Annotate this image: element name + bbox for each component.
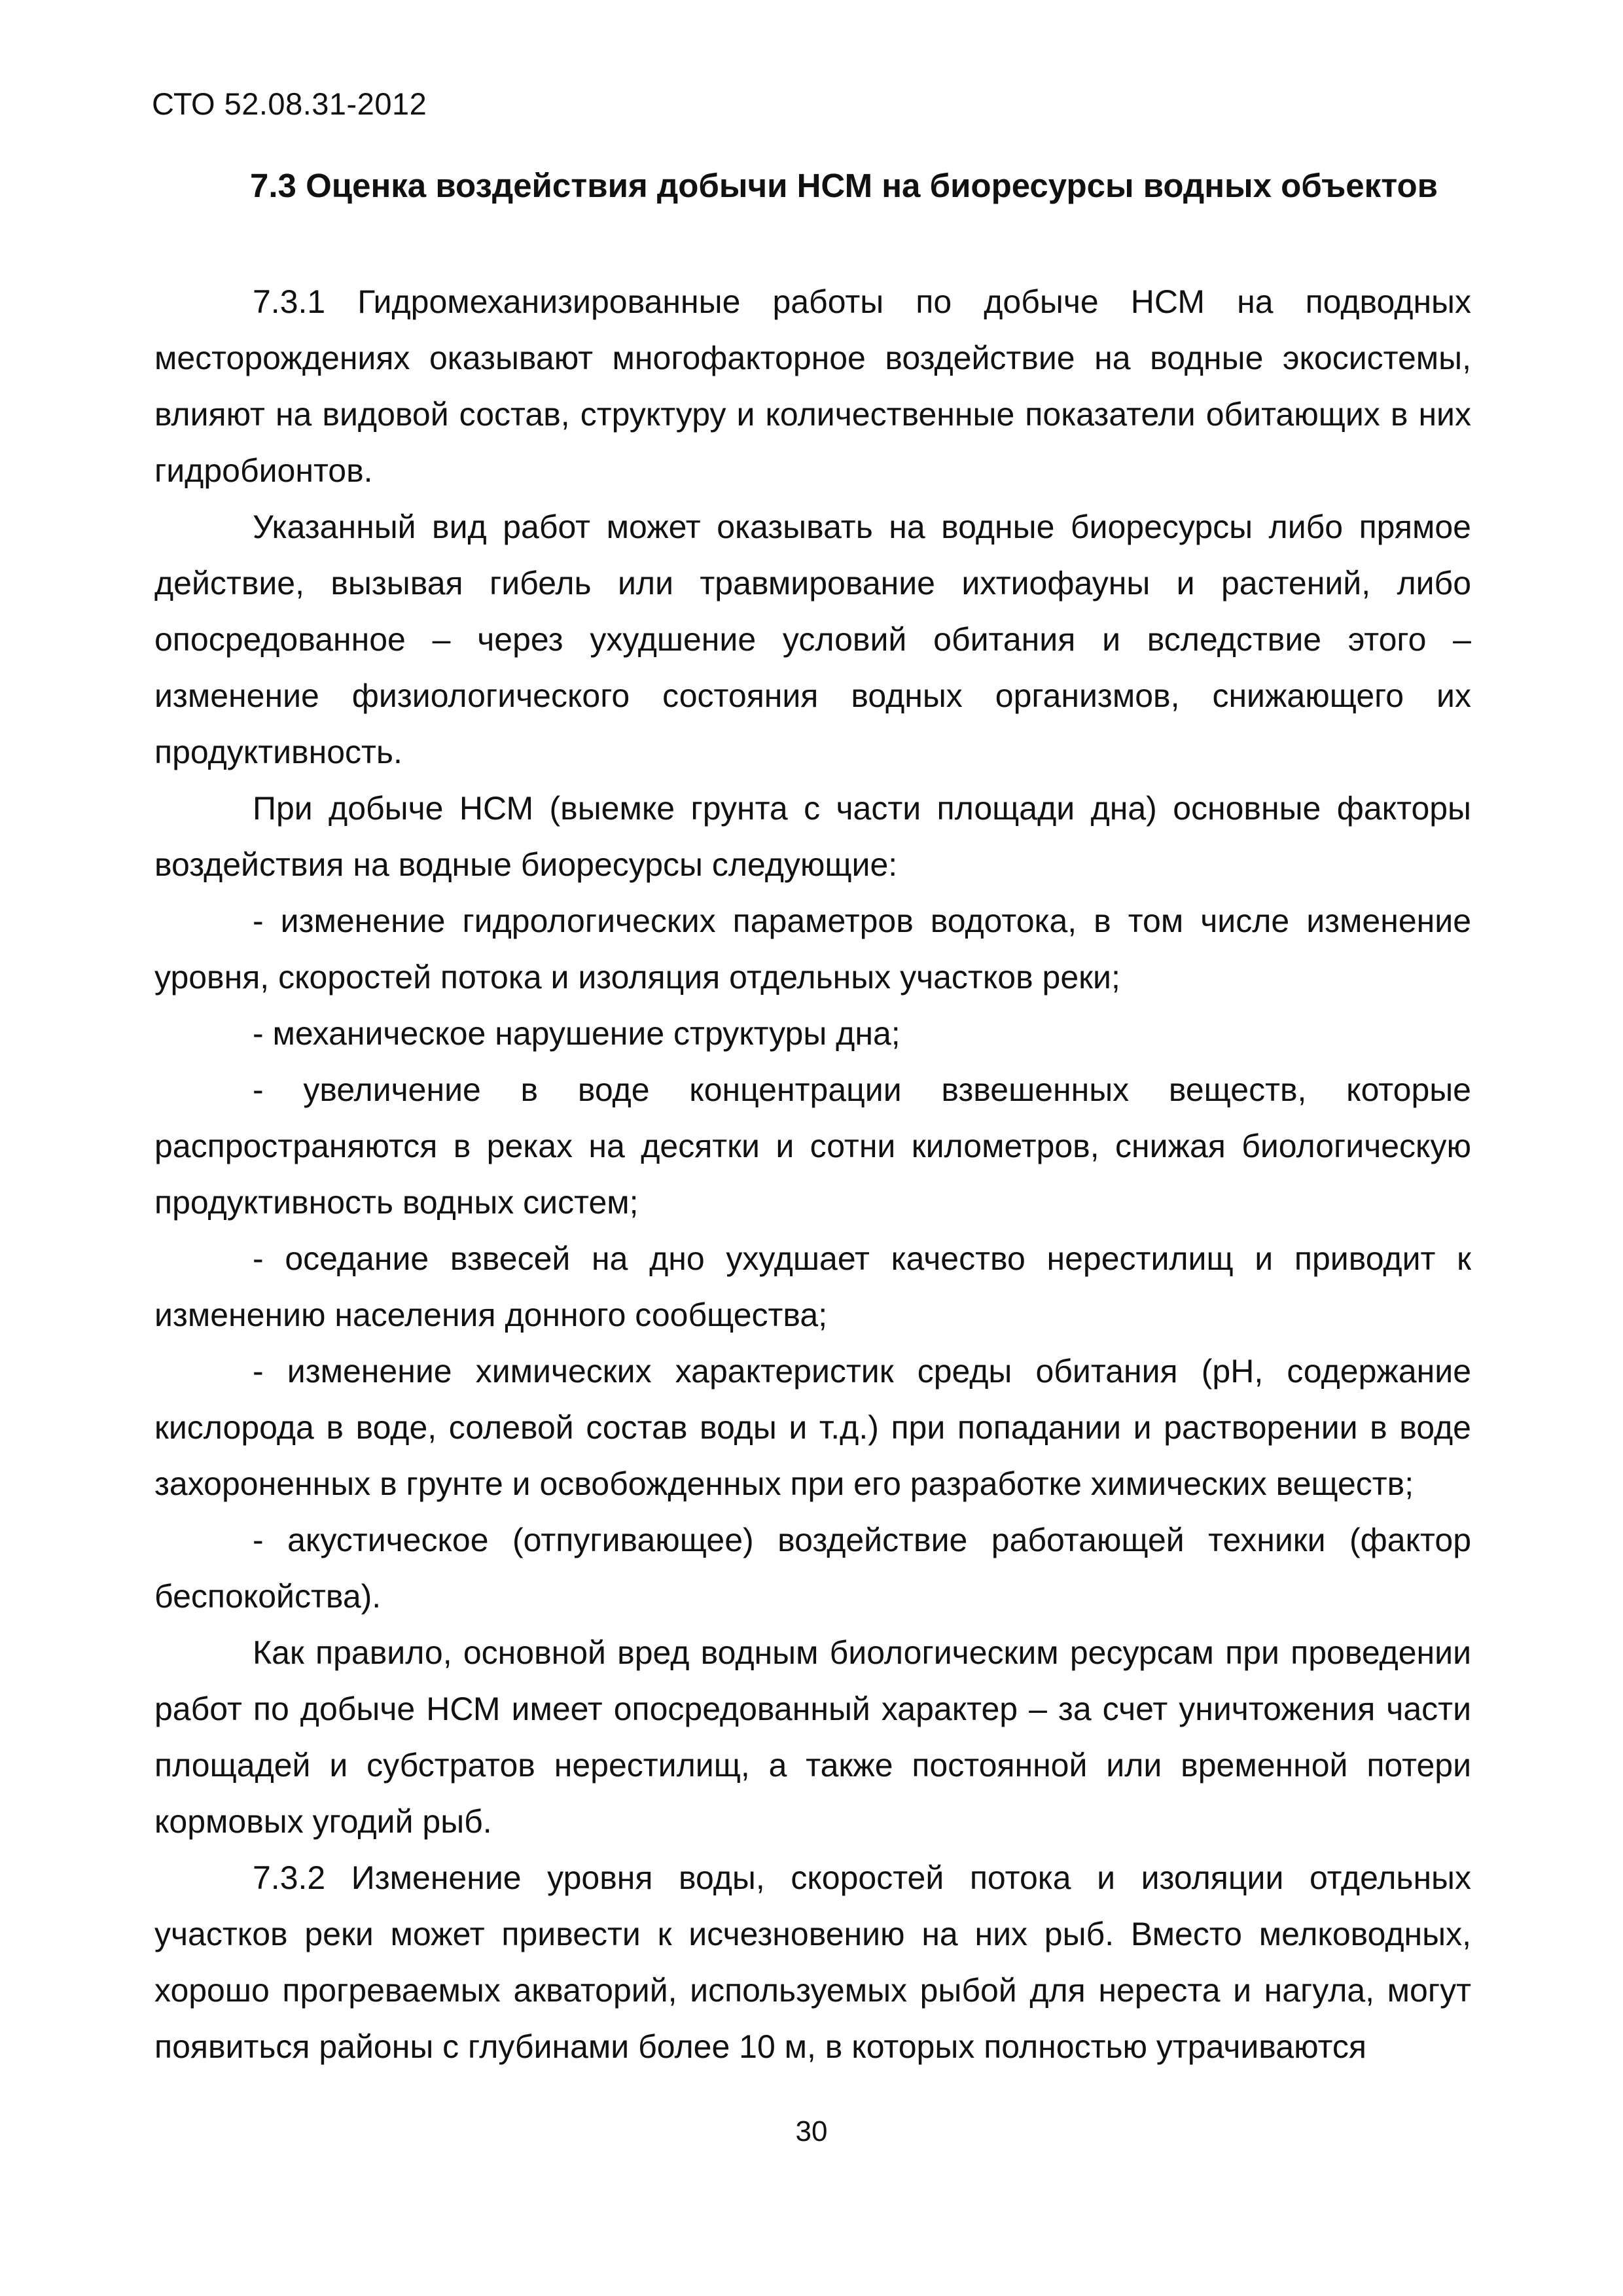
paragraph-7-3-1: 7.3.1 Гидромеханизированные работы по добыче НСМ на подводных месторождениях оказывают многофакторное воздействие на водные экосистемы, влияют на видовой состав, структуру и количественные показатели обитающих в них гидробионтов. xyxy=(154,283,1471,489)
list-item-suspended-matter: - увеличение в воде концентрации взвешенных веществ, которые распространяются в реках на десятки и сотни километров, снижая биологическую продуктивность водных систем; xyxy=(154,1071,1471,1221)
section-title: 7.3 Оценка воздействия добычи НСМ на биоресурсы водных объектов xyxy=(250,167,1438,204)
list-item-sedimentation: - оседание взвесей на дно ухудшает качество нерестилищ и приводит к изменению населения донного сообщества; xyxy=(154,1240,1471,1333)
list-item-bottom-disturbance: - механическое нарушение структуры дна; xyxy=(253,1015,901,1052)
list-item-chemistry: - изменение химических характеристик среды обитания (pH, содержание кислорода в воде, солевой состав воды и т.д.) при попадании и растворении в воде захороненных в грунте и освобожденных при его разработке химических веществ; xyxy=(154,1353,1471,1502)
paragraph-factors-intro: При добыче НСМ (выемке грунта с части площади дна) основные факторы воздействия на водные биоресурсы следующие: xyxy=(154,790,1471,883)
list-item-hydrology: - изменение гидрологических параметров водотока, в том числе изменение уровня, скоростей потока и изоляция отдельных участков реки; xyxy=(154,903,1471,996)
document-code: СТО 52.08.31-2012 xyxy=(152,86,427,121)
paragraph-main-harm: Как правило, основной вред водным биологическим ресурсам при проведении работ по добыче НСМ имеет опосредованный характер – за счет уничтожения части площадей и субстратов нерестилищ, а также постоянной или временной потери кормовых угодий рыб. xyxy=(154,1634,1471,1840)
paragraph-7-3-2: 7.3.2 Изменение уровня воды, скоростей потока и изоляции отдельных участков реки может привести к исчезновению на них рыб. Вместо мелководных, хорошо прогреваемых акваторий, используемых рыбой для нереста и нагула, могут появиться районы с глубинами более 10 м, в которых полностью утрачиваются xyxy=(154,1859,1471,2065)
paragraph-impact-types: Указанный вид работ может оказывать на водные биоресурсы либо прямое действие, вызывая гибель или травмирование ихтиофауны и растений, либо опосредованное – через ухудшение условий обитания и вследствие этого – изменение физиологического состояния водных организмов, снижающего их продуктивность. xyxy=(154,509,1471,770)
page-number: 30 xyxy=(795,2115,828,2147)
body-text xyxy=(154,274,1471,2075)
list-item-acoustic: - акустическое (отпугивающее) воздействие работающей техники (фактор беспокойства). xyxy=(154,1522,1471,1615)
